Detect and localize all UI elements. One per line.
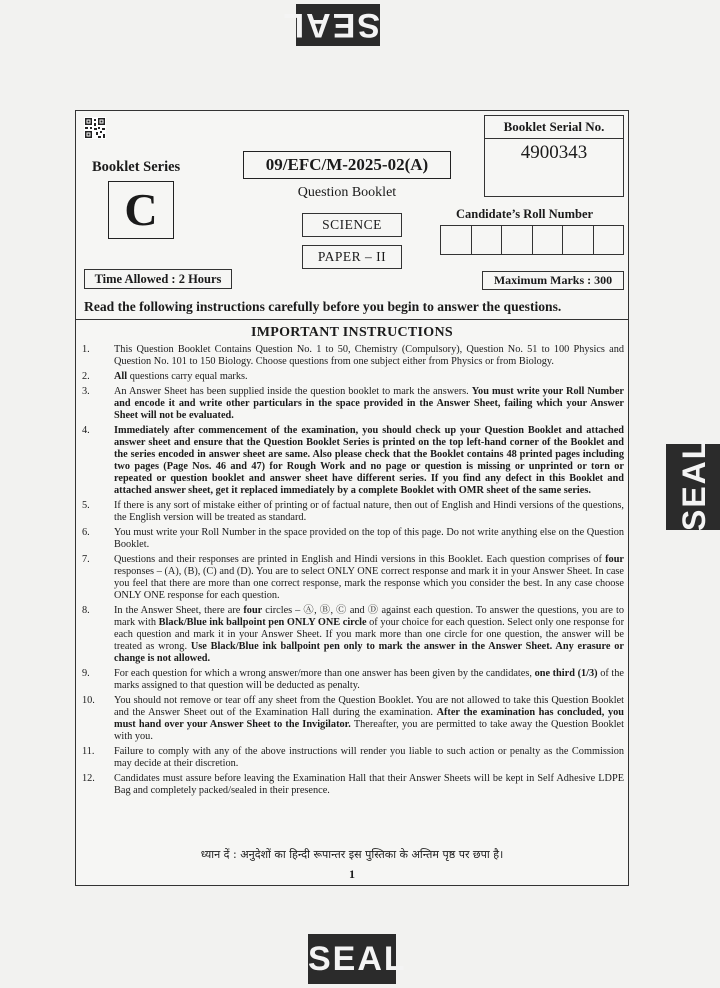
- instruction-text-segment: Use Black/Blue ink ballpoint pen only to mark the answer in the Answer Sheet. Any erasure or change is not allowed.: [114, 641, 624, 664]
- instruction-text-segment: questions carry equal marks.: [127, 371, 248, 382]
- instruction-text-segment: four: [605, 554, 624, 565]
- seal-text-right: SEAL: [676, 437, 712, 531]
- instruction-number: 7.: [82, 554, 90, 565]
- page-number: 1: [349, 867, 355, 881]
- maximum-marks: Maximum Marks : 300: [482, 271, 624, 290]
- instruction-text-segment: You must write your Roll Number and encode it and write other particulars in the space provided in the Answer Sheet, failing which your Answer Sheet will not be evaluated.: [114, 386, 624, 421]
- instruction-text-segment: After the examination has concluded, you must hand over your Answer Sheet to the Invigilator.: [114, 707, 624, 730]
- instruction-text-segment: Thereafter, you are permitted to take away the Question Booklet with you.: [114, 719, 624, 742]
- qr-code-icon: [84, 117, 106, 139]
- instruction-text-segment: You must write your Roll Number in the space provided on the top of this page. Do not write anything else on the Question Booklet.: [114, 527, 624, 550]
- instruction-text-segment: of your choice for each question. Select only one response for each question and mark it in your Answer Sheet. If you mark more than one circle for one question, the answer will be treated as wrong.: [114, 617, 624, 652]
- instruction-item: [82, 773, 624, 797]
- instruction-number: 6.: [82, 527, 90, 538]
- instruction-number: 11.: [82, 746, 95, 757]
- instruction-number: 5.: [82, 500, 90, 511]
- instruction-item: [82, 527, 624, 551]
- instruction-number: 1.: [82, 344, 90, 355]
- instruction-text-segment: For each question for which a wrong answer/more than one answer has been given by the candidates,: [114, 668, 535, 679]
- time-allowed: Time Allowed : 2 Hours: [84, 269, 232, 289]
- instruction-item: [82, 554, 624, 602]
- question-booklet-label: Question Booklet: [297, 185, 397, 200]
- instruction-item: [82, 344, 624, 368]
- instruction-item: [82, 425, 624, 497]
- instruction-number: 10.: [82, 695, 95, 706]
- instruction-text-segment: All: [114, 371, 128, 382]
- instruction-text-segment: one third (1/3): [534, 668, 598, 679]
- instruction-number: 3.: [82, 386, 90, 397]
- instruction-item: [82, 746, 624, 770]
- instruction-text-segment: Candidates must assure before leaving the Examination Hall that their Answer Sheets will be kept in Self Adhesive LDPE Bag and completely packed/sealed in their presence.: [114, 773, 624, 796]
- read-instructions-notice: Read the following instructions carefully before you begin to answer the questions.: [84, 299, 562, 314]
- instruction-text: [114, 425, 624, 497]
- instruction-item: [82, 695, 624, 743]
- booklet-serial-box: [484, 115, 624, 197]
- instruction-number: 4.: [82, 425, 90, 436]
- instruction-item: [82, 668, 624, 692]
- seal-stamp-right: [666, 437, 720, 531]
- instruction-text-segment: of the marks assigned to that question will be deducted as penalty.: [114, 668, 624, 691]
- booklet-series-value: C: [108, 181, 174, 239]
- instruction-text-segment: This Question Booklet Contains Question No. 1 to 50, Chemistry (Compulsory), Question No. 51 to 100 Physics and Question No. 101 to 150 Biology. Choose questions from one subject either from Physics or from Biology.: [114, 344, 624, 367]
- booklet-serial-number: 4900343: [520, 142, 588, 163]
- instruction-text-segment: Black/Blue ink ballpoint pen ONLY ONE circle: [158, 617, 367, 628]
- instruction-text-segment: In the Answer Sheet, there are: [114, 605, 244, 616]
- roll-number-cell: [502, 225, 533, 255]
- instruction-text: [114, 746, 624, 770]
- instruction-text: [114, 386, 624, 422]
- roll-number-cell: [533, 225, 564, 255]
- section-divider: [76, 319, 628, 320]
- roll-number-cell: [594, 225, 625, 255]
- instructions-list: [82, 344, 624, 800]
- instruction-item: [82, 500, 624, 524]
- instruction-text: [114, 605, 624, 665]
- instruction-text-segment: You should not remove or tear off any sheet from the Question Booklet. You are not allowed to take this Question Booklet and the Answer Sheet out of the Examination Hall during the examination.: [114, 695, 624, 718]
- instruction-text: [114, 668, 624, 692]
- roll-number-label: Candidate’s Roll Number: [456, 207, 594, 221]
- instruction-text-segment: four: [243, 605, 263, 616]
- instruction-text-segment: Questions and their responses are printed in English and Hindi versions in this Booklet. Each question comprises of: [114, 554, 606, 565]
- instruction-text: [114, 344, 624, 368]
- instruction-number: 8.: [82, 605, 90, 616]
- instruction-text: [114, 695, 624, 743]
- instruction-number: 9.: [82, 668, 90, 679]
- instruction-text-segment: An Answer Sheet has been supplied inside the question booklet to mark the answers.: [114, 386, 472, 397]
- instruction-text: [114, 554, 624, 602]
- booklet-series-label: Booklet Series: [92, 159, 181, 175]
- instruction-item: [82, 371, 624, 383]
- instruction-text-segment: Immediately after commencement of the examination, you should check up your Question Booklet and attached answer sheet and ensure that the Question Booklet Series is printed on the top left-hand corner of the Booklet and the series encoded in answer sheet are same. Also please check that the Booklet contains 48 printed pages including two pages (Page Nos. 46 and 47) for Rough Work and no page or question is missing or unprinted or torn or repeated or question booklet and answer sheet have different series. If you find any defect in this Booklet and attached answer sheet, get it replaced immediately by a complete Booklet with OMR sheet of the same series.: [114, 425, 624, 496]
- roll-number-boxes: [440, 225, 624, 255]
- instruction-item: [82, 605, 624, 665]
- instruction-text-segment: responses – (A), (B), (C) and (D). You are to select ONLY ONE correct response and mark it in your Answer Sheet. In case you feel that there are more than one correct response, mark the response which you consider the best. In any case choose ONLY ONE response for each question.: [114, 566, 624, 601]
- hindi-note: ध्यान दें : अनुदेशों का हिन्दी रूपान्तर इस पुस्तिका के अन्तिम पृष्ठ पर छपा है।: [200, 848, 504, 861]
- seal-stamp-top: SEAL: [281, 6, 380, 44]
- seal-stamp-bottom: SEAL: [308, 934, 396, 984]
- booklet-serial-label: Booklet Serial No.: [485, 116, 623, 139]
- instruction-item: [82, 386, 624, 422]
- subject-label: SCIENCE: [302, 213, 402, 237]
- roll-number-cell: [563, 225, 594, 255]
- instruction-text: [114, 527, 624, 551]
- instruction-number: 2.: [82, 371, 90, 382]
- instructions-title: IMPORTANT INSTRUCTIONS: [250, 325, 453, 340]
- paper-label: PAPER – II: [302, 245, 402, 269]
- question-booklet-cover: [75, 110, 629, 886]
- instruction-text: [114, 500, 624, 524]
- instruction-text: [114, 371, 624, 383]
- instruction-text-segment: If there is any sort of mistake either of printing or of factual nature, then out of English and Hindi versions of the questions, the English version will be treated as standard.: [114, 500, 624, 523]
- roll-number-cell: [440, 225, 472, 255]
- instruction-text: [114, 773, 624, 797]
- booklet-code: 09/EFC/M-2025-02(A): [243, 151, 451, 179]
- roll-number-cell: [472, 225, 503, 255]
- instruction-text-segment: circles – Ⓐ, Ⓑ, Ⓒ and Ⓓ against each question. To answer the questions, you are to mark with: [114, 605, 624, 628]
- instruction-text-segment: Failure to comply with any of the above instructions will render you liable to such action or penalty as the Commission may decide at their discretion.: [114, 746, 624, 769]
- instruction-number: 12.: [82, 773, 95, 784]
